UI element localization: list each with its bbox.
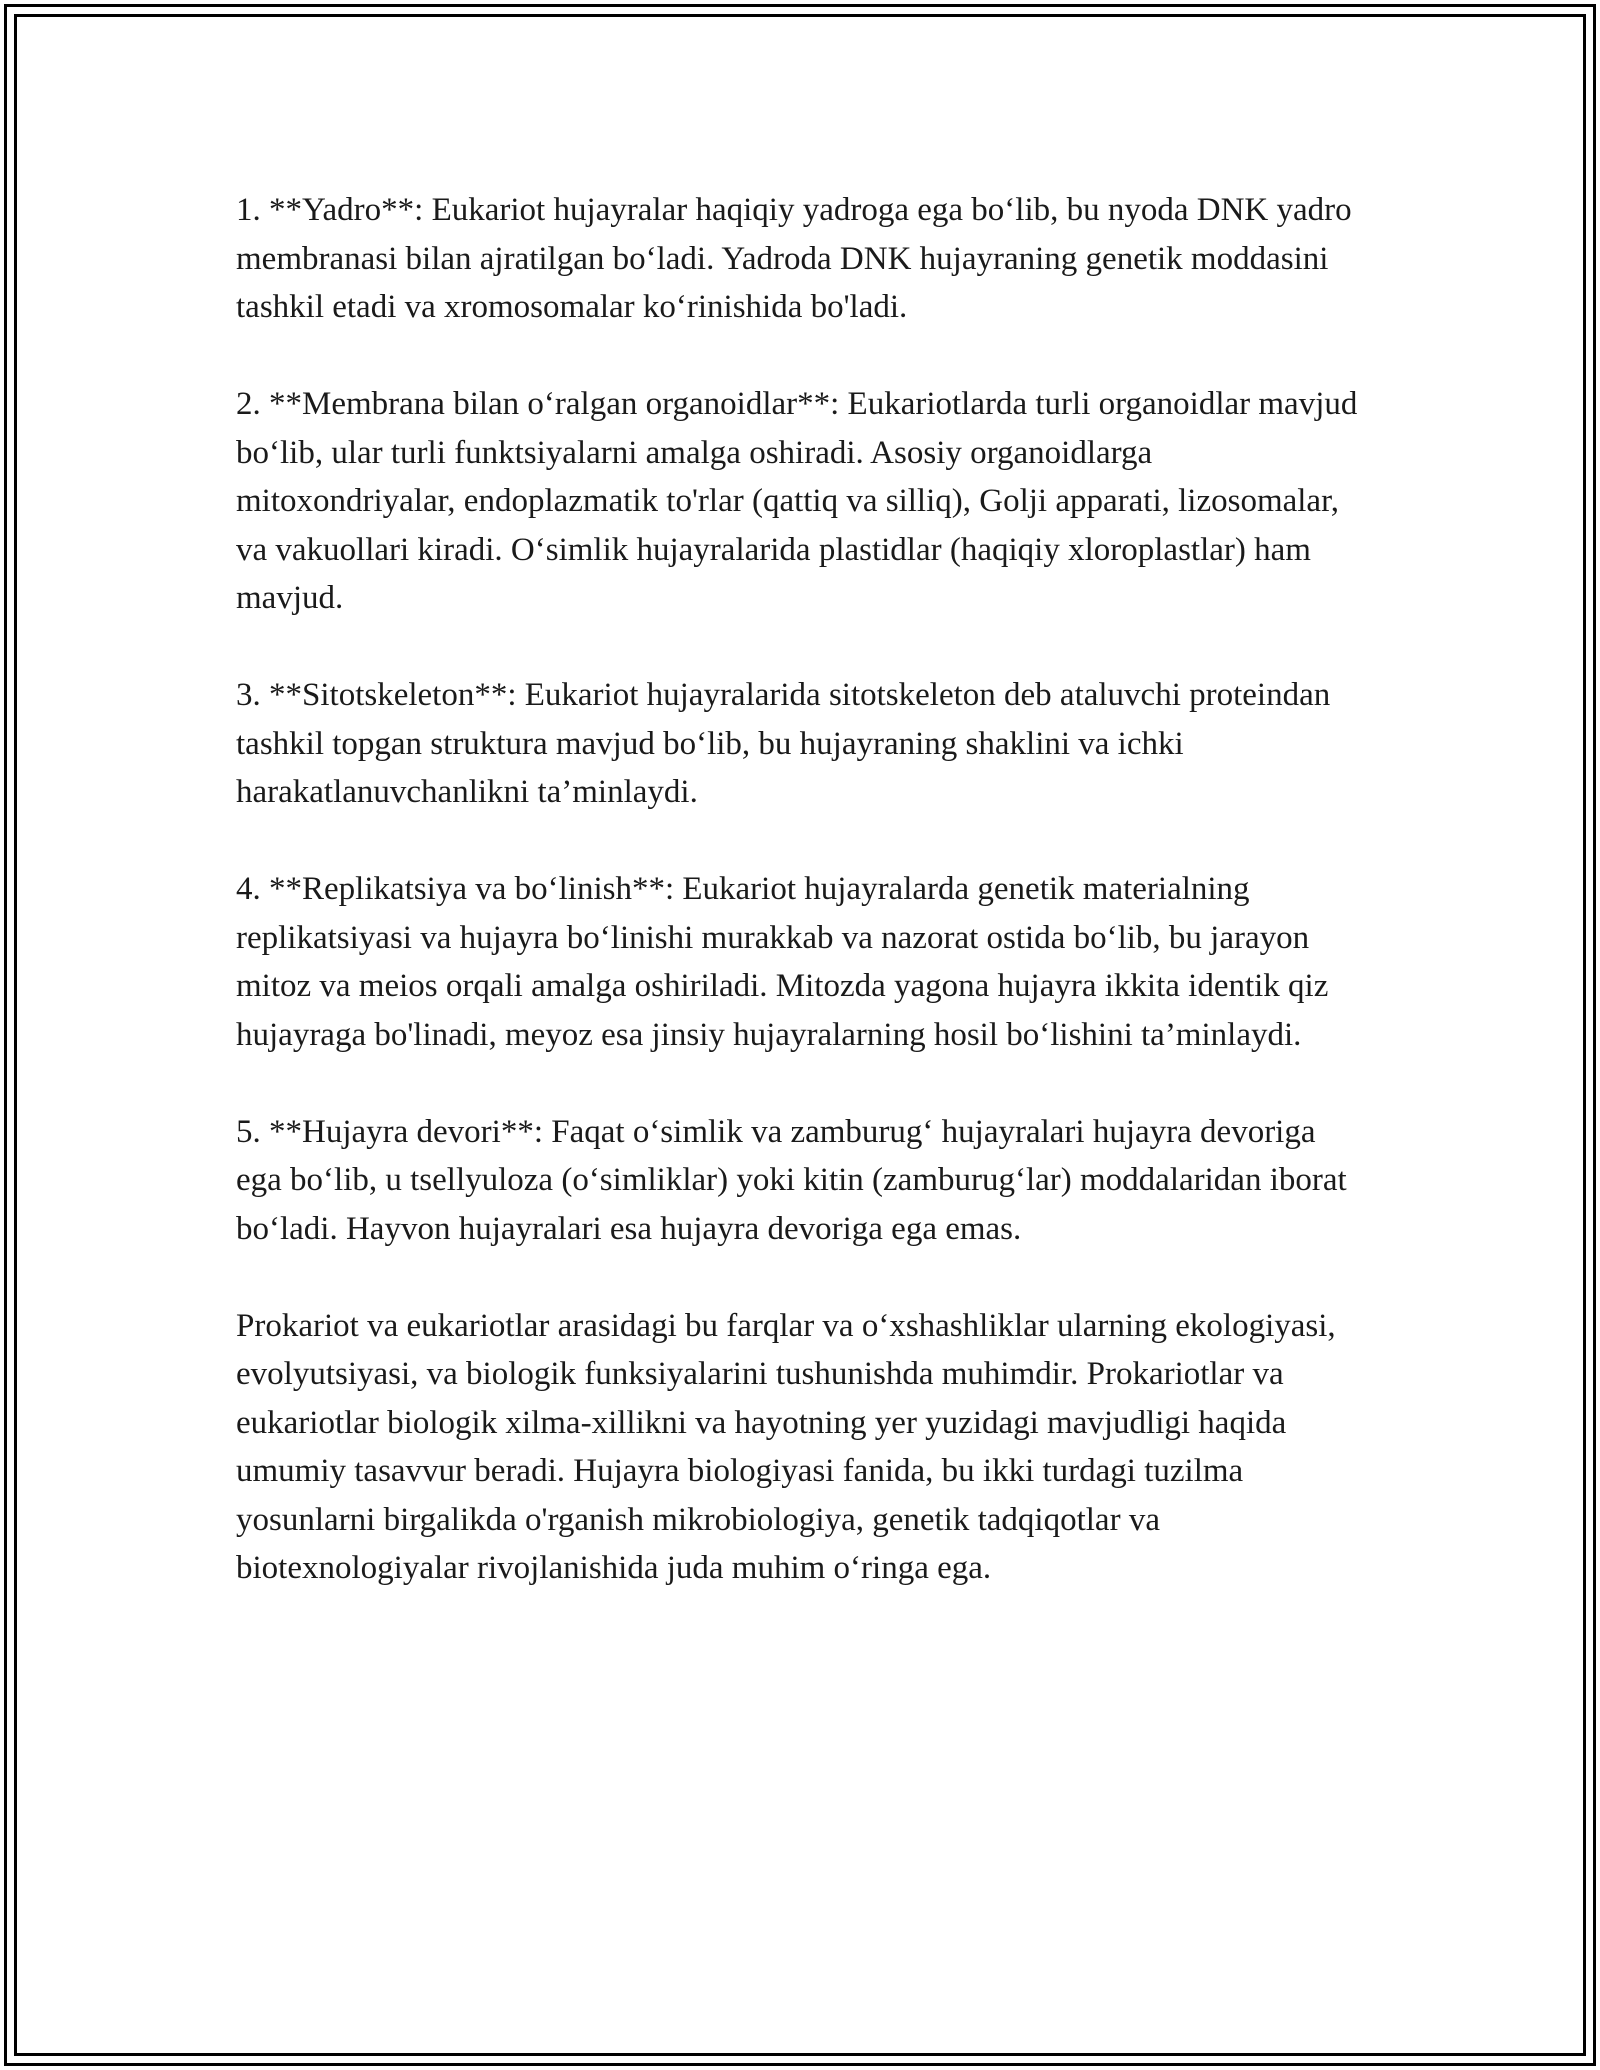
paragraph-yadro: 1. **Yadro**: Eukariot hujayralar haqiqiy yadroga ega bo‘lib, bu nyoda DNK yadro membranasi bilan ajratilgan bo‘ladi. Yadroda DNK hujayraning genetik moddasini tashkil etadi va xromosomalar ko‘rinishida bo'ladi. — [236, 192, 1352, 325]
paragraph-conclusion: Prokariot va eukariotlar arasidagi bu farqlar va o‘xshashliklar ularning ekologiyasi, evolyutsiyasi, va biologik funksiyalarini tushunishda muhimdir. Prokariotlar va eukariotlar biologik xilma-xillikni va hayotning yer yuzidagi mavjudligi haqida umumiy tasavvur beradi. Hujayra biologiyasi fanida, bu ikki turdagi tuzilma yosunlarni birgalikda o'rganish mikrobiologiya, genetik tadqiqotlar va biotexnologiyalar rivojlanishida juda muhim o‘ringa ega. — [236, 1307, 1336, 1586]
paragraph-replikatsiya: 4. **Replikatsiya va bo‘linish**: Eukariot hujayralarda genetik materialning replikatsiyasi va hujayra bo‘linishi murakkab va nazorat ostida bo‘lib, bu jarayon mitoz va meios orqali amalga oshiriladi. Mitozda yagona hujayra ikkita identik qiz hujayraga bo'linadi, meyoz esa jinsiy hujayralarning hosil bo‘lishini ta’minlaydi. — [236, 871, 1329, 1053]
paragraph-organoidlar: 2. **Membrana bilan o‘ralgan organoidlar**: Eukariotlarda turli organoidlar mavjud bo‘lib, ular turli funktsiyalarni amalga oshiradi. Asosiy organoidlarga mitoxondriyalar, endoplazmatik to'rlar (qattiq va silliq), Golji apparati, lizosomalar, va vakuollari kiradi. O‘simlik hujayralarida plastidlar (haqiqiy xloroplastlar) ham mavjud. — [236, 386, 1358, 616]
document-body — [236, 186, 1366, 1593]
paragraph-sitotskeleton: 3. **Sitotskeleton**: Eukariot hujayralarida sitotskeleton deb ataluvchi proteindan tashkil topgan struktura mavjud bo‘lib, bu hujayraning shaklini va ichki harakatlanuvchanlikni ta’minlaydi. — [236, 677, 1331, 810]
paragraph-hujayra-devori: 5. **Hujayra devori**: Faqat o‘simlik va zamburug‘ hujayralari hujayra devoriga ega bo‘lib, u tsellyuloza (o‘simliklar) yoki kitin (zamburug‘lar) moddalaridan iborat bo‘ladi. Hayvon hujayralari esa hujayra devoriga ega emas. — [236, 1113, 1347, 1247]
